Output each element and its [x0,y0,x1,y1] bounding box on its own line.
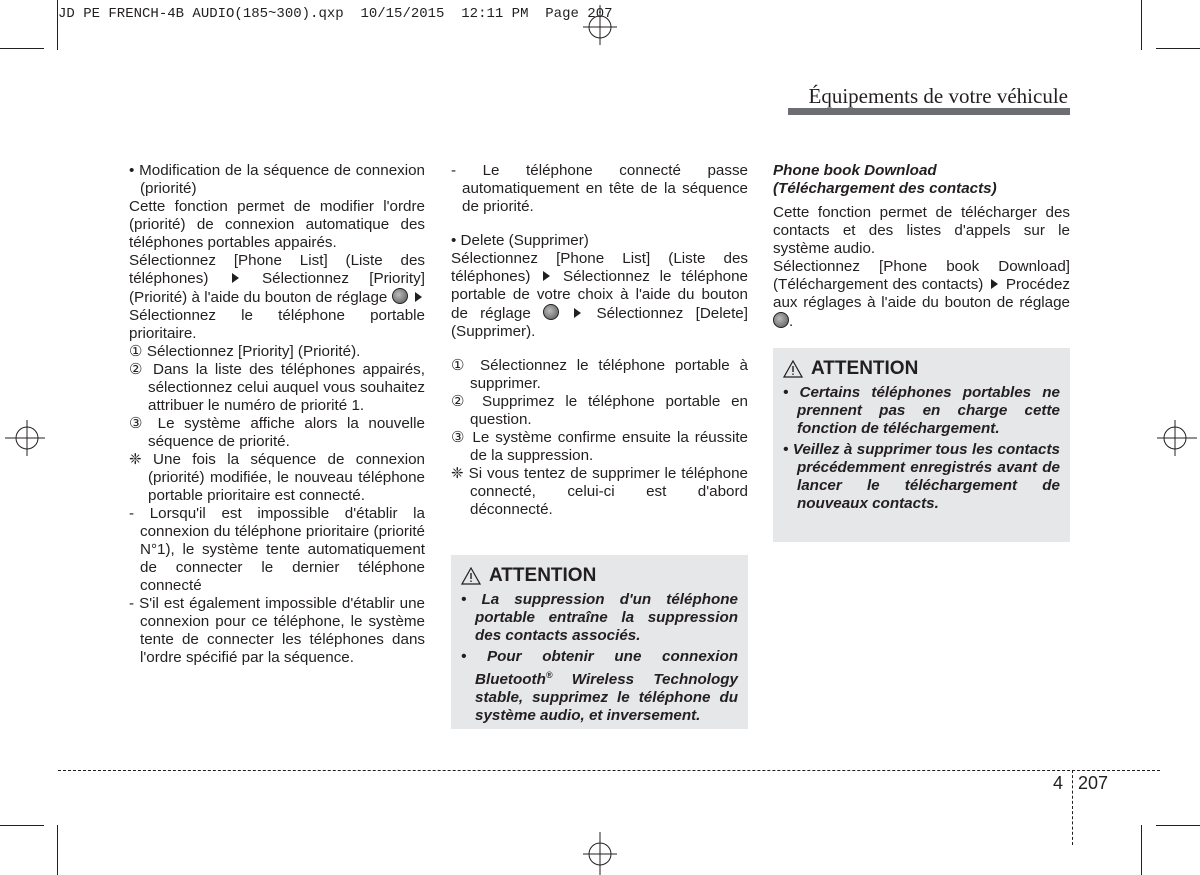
instruction-text: Sélectionnez [Phone book Download] (Téléchargement des contacts) [773,258,1070,293]
adjust-knob-icon [543,304,559,320]
note: ❈ Une fois la séquence de connexion (priorité) modifiée, le nouveau téléphone portable prioritaire est connecté. [129,451,425,504]
step-3: ③ Le système confirme ensuite la réussite de la suppression. [451,429,748,464]
dash-item: - Lorsqu'il est impossible d'établir la connexion du téléphone prioritaire (priorité N°1), le système tente automatiquement de connecter le dernier téléphone connecté [129,505,425,594]
step-2: ② Dans la liste des téléphones appairés, sélectionnez celui auquel vous souhaitez attribuer le numéro de priorité 1. [129,361,425,414]
attention-text: • Pour obtenir une connexion Bluetooth [461,648,738,689]
section-bullet-delete: • Delete (Supprimer) [451,232,589,249]
crop-mark-icon [0,48,44,49]
attention-heading [461,565,738,587]
attention-item: • La suppression d'un téléphone portable entraîne la suppression des contacts associés. [461,591,738,644]
section-heading: (Téléchargement des contacts) [773,180,997,197]
instruction-paragraph [451,250,748,341]
adjust-knob-icon [773,312,789,328]
dash-item: - Le téléphone connecté passe automatiquement en tête de la séquence de priorité. [451,162,748,215]
warning-triangle-icon [461,567,481,585]
section-heading: Phone book Download [773,162,937,179]
crop-mark-icon [1156,825,1200,826]
instruction-text: Sélectionnez le téléphone portable de votre choix à l'aide du bouton de réglage [451,268,748,322]
instruction-text: Sélectionnez [Delete] (Supprimer). [451,305,748,340]
note: ❈ Si vous tentez de supprimer le téléphone connecté, celui-ci est d'abord déconnecté. [451,465,748,518]
attention-item: • Veillez à supprimer tous les contacts précédemment enregistrés avant de lancer le téléchargement de nouveaux contacts. [783,441,1060,512]
crop-mark-icon [57,825,58,875]
registered-mark: ® [545,670,553,680]
triangle-arrow-icon [415,292,422,302]
attention-title: ATTENTION [811,358,919,379]
attention-item: • Certains téléphones portables ne prennent pas en charge cette fonction de téléchargement. [783,384,1060,437]
attention-heading [783,358,1060,380]
attention-list [783,384,1060,513]
adjust-knob-icon [392,288,408,304]
chapter-number: 4 [1053,773,1064,793]
crop-mark-icon [57,0,58,50]
triangle-arrow-icon [574,308,581,318]
attention-list [461,591,738,725]
registration-mark-icon [5,420,45,456]
instruction-paragraph: Sélectionnez [Phone book Download] (Téléchargement des contacts) Procédez aux réglages à l'aide du bouton de réglage . [773,258,1070,330]
triangle-arrow-icon [232,273,239,283]
instruction-text: Sélectionnez [Phone List] (Liste des téléphones) [129,252,425,287]
attention-title: ATTENTION [489,565,597,586]
instruction-text: Procédez aux réglages à l'aide du bouton de réglage [773,276,1070,311]
step-2: ② Supprimez le téléphone portable en question. [451,393,748,428]
crop-mark-icon [1141,825,1142,875]
instruction-text: Sélectionnez le téléphone portable prioritaire. [129,307,425,342]
print-slug: JD PE FRENCH-4B AUDIO(185~300).qxp 10/15/2015 12:11 PM Page 207 [58,6,613,22]
section-bullet-priority: • Modification de la séquence de connexion (priorité) [129,162,425,197]
instruction-paragraph [129,252,425,343]
column-3 [773,162,1070,331]
header-bar [788,108,1070,115]
instruction-text: Sélectionnez [Phone List] (Liste des téléphones) [451,250,748,285]
column-2 [451,162,748,519]
footer-dashed-divider [1072,770,1073,845]
step-1: ① Sélectionnez le téléphone portable à supprimer. [451,357,748,392]
column-1 [129,162,425,667]
attention-text: Wireless Technology stable, supprimez le téléphone du système audio, et inversement. [475,671,738,725]
registration-mark-icon [583,5,617,45]
attention-item [461,648,738,725]
footer-dashed-line [58,770,1160,771]
triangle-arrow-icon [543,271,550,281]
dash-item: - S'il est également impossible d'établir une connexion pour ce téléphone, le système tente de connecter les téléphones dans l'ordre spécifié par la séquence. [129,595,425,666]
attention-box-download [773,348,1070,542]
instruction-text: Sélectionnez [Priority] (Priorité) à l'aide du bouton de réglage [129,270,425,306]
page-header-title: Équipements de votre véhicule [808,84,1068,108]
crop-mark-icon [0,825,44,826]
step-3: ③ Le système affiche alors la nouvelle séquence de priorité. [129,415,425,450]
attention-box-delete [451,555,748,729]
paragraph: Cette fonction permet de modifier l'ordre (priorité) de connexion automatique des téléphones portables appairés. [129,198,425,251]
registration-mark-icon [583,832,617,875]
registration-mark-icon [1157,420,1197,456]
triangle-arrow-icon [991,279,998,289]
warning-triangle-icon [783,360,803,378]
step-1: ① Sélectionnez [Priority] (Priorité). [129,343,361,360]
paragraph: Cette fonction permet de télécharger des contacts et des listes d'appels sur le système audio. [773,204,1070,257]
crop-mark-icon [1156,48,1200,49]
crop-mark-icon [1141,0,1142,50]
page-number: 207 [1078,773,1109,793]
